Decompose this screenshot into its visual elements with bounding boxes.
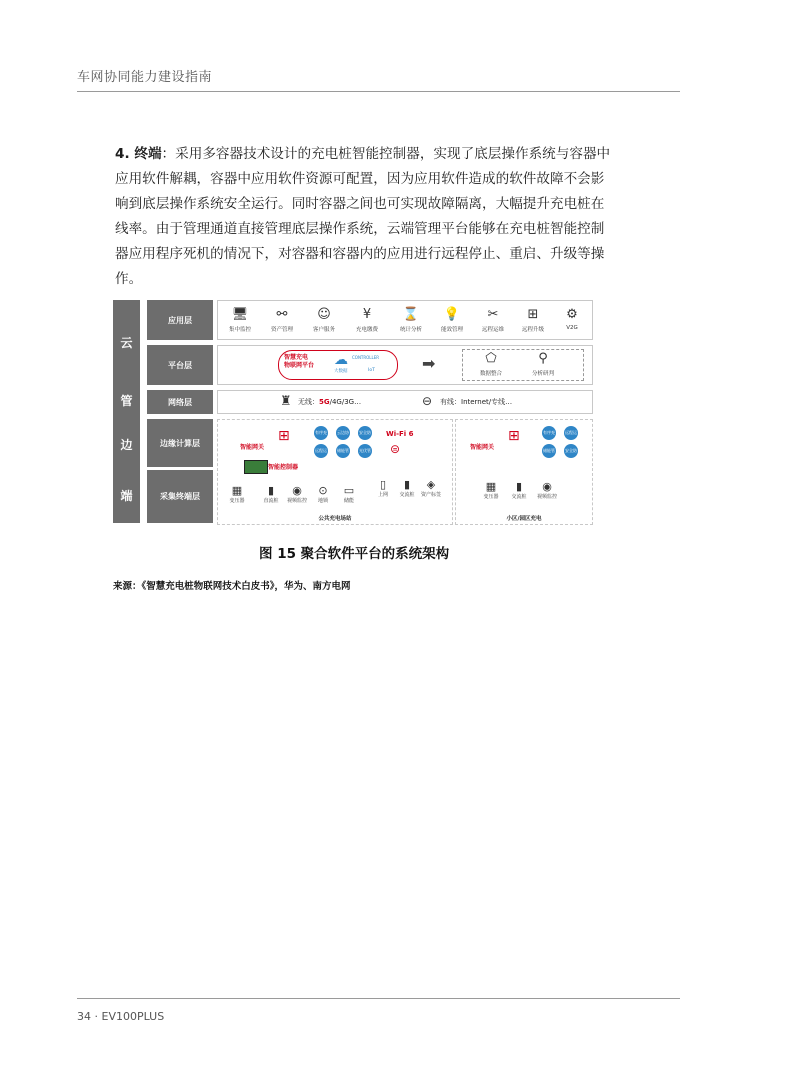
analysis-item xyxy=(521,351,565,377)
app-item-label: 统计分析 xyxy=(399,327,422,333)
arrow-icon: ➡ xyxy=(422,354,436,373)
analysis-label: 分析研判 xyxy=(531,371,554,377)
ac-pile-icon: ▮ xyxy=(403,478,411,491)
app-item xyxy=(389,307,433,333)
wifi-router-icon: ⊜ xyxy=(390,442,401,456)
module-badge: 云边协 xyxy=(336,426,350,440)
wireless-text xyxy=(298,397,361,407)
iot-badge: IoT xyxy=(368,368,375,373)
customer-icon: ☺ xyxy=(317,307,331,322)
app-item xyxy=(430,307,474,333)
device-item xyxy=(222,484,252,504)
gateway-icon: ⊞ xyxy=(278,428,290,444)
controller-badge: CONTROLLER xyxy=(352,355,380,360)
network-layer-panel xyxy=(217,390,593,414)
app-item xyxy=(345,307,389,333)
wireless-rest: /4G/3G… xyxy=(329,398,362,406)
controller-label: 智能控制器 xyxy=(268,464,299,471)
wireless-5g: 5G xyxy=(319,398,330,406)
footer-brand: EV100PLUS xyxy=(101,1010,165,1023)
app-item xyxy=(302,307,346,333)
module-badge: 有序充 xyxy=(314,426,328,440)
layer-label-collect: 采集终端层 xyxy=(147,470,213,523)
app-item xyxy=(471,307,515,333)
dc-pile-icon: ▮ xyxy=(267,484,275,497)
figure-caption: 图 15 聚合软件平台的系统架构 xyxy=(259,546,450,562)
body-paragraph xyxy=(115,142,615,292)
asset-icon: ⚯ xyxy=(276,307,288,322)
device-label: 地锁 xyxy=(317,498,328,504)
footer-separator: · xyxy=(94,1010,98,1023)
app-item-label: 远程升级 xyxy=(521,327,544,333)
device-label: 上网 xyxy=(377,492,388,498)
tower-icon: ♜ xyxy=(280,394,292,409)
paragraph-text: ：采用多容器技术设计的充电桩智能控制器，实现了底层操作系统与容器中应用软件解耦，容器中应用软件资源可配置，因为应用软件造成的软件故障不会影响到底层操作系统安全运行。同时容器之间也可实现故障隔离，大幅提升充电桩在线率。由于管理通道直接管理底层操作系统，云端管理平台能够在充电桩智能控制器应用程序死机的情况下，对容器和容器内的应用进行远程停止、重启、升级等操作。 xyxy=(115,146,611,287)
battery-icon: ▭ xyxy=(343,484,355,497)
yen-icon: ¥ xyxy=(362,307,372,322)
page-number: 34 xyxy=(77,1010,91,1023)
cloud-title: 智慧充电 物联网平台 xyxy=(284,354,315,369)
architecture-figure xyxy=(113,300,593,523)
module-badge: 储能管理 xyxy=(542,444,556,458)
router-icon: ⊖ xyxy=(422,394,433,408)
platform-layer-panel xyxy=(217,345,593,385)
side-label-end: 端 xyxy=(120,489,133,503)
zone-label-residential: 小区/园区充电 xyxy=(506,516,542,522)
residential-zone xyxy=(455,419,593,525)
layer-label-network: 网络层 xyxy=(147,390,213,414)
bigdata-badge: 大数据 xyxy=(334,369,348,374)
device-label: 储能 xyxy=(343,498,354,504)
app-item xyxy=(260,307,304,333)
data-integration-label: 数据整合 xyxy=(479,371,502,377)
device-label: 视频监控 xyxy=(286,498,307,504)
app-item-label: 远程运维 xyxy=(481,327,504,333)
v2g-icon: ⚙ xyxy=(566,307,578,322)
pentagon-icon: ⬠ xyxy=(485,351,497,366)
layer-label-platform: 平台层 xyxy=(147,345,213,385)
module-badge: 远程运 xyxy=(564,426,578,440)
page-footer xyxy=(77,1010,164,1023)
side-bar xyxy=(113,300,140,523)
layer-label-edge: 边缘计算层 xyxy=(147,419,213,467)
running-header: 车网协同能力建设指南 xyxy=(77,70,213,85)
gateway-label: 智能网关 xyxy=(240,444,265,451)
wired-text: 有线：Internet/专线… xyxy=(440,398,513,406)
lock-icon: ⊙ xyxy=(318,484,328,497)
module-badge: 远程运维 xyxy=(314,444,328,458)
zone-label-public: 公共充电场站 xyxy=(318,516,352,522)
cloud-icon: ☁ xyxy=(334,352,348,368)
wireless-label: 无线： xyxy=(298,398,319,406)
side-label-pipe: 管 xyxy=(120,394,133,408)
device-label: 直流桩 xyxy=(263,498,279,504)
device-label: 交流桩 xyxy=(511,494,527,500)
module-badge: 光伏管理 xyxy=(358,444,372,458)
gateway2-icon: ⊞ xyxy=(508,428,520,444)
app-item-label: 客户服务 xyxy=(312,327,335,333)
phone-icon: ▯ xyxy=(379,478,387,491)
side-label-cloud: 云 xyxy=(120,336,133,350)
device-item xyxy=(476,480,506,500)
transformer-icon: ▦ xyxy=(485,480,497,493)
module-badge: 储能管理 xyxy=(336,444,350,458)
device-label: 变压器 xyxy=(229,498,245,504)
module-badge: 安全防护 xyxy=(564,444,578,458)
app-item-label: 充电缴费 xyxy=(355,327,378,333)
app-item-label: V2G xyxy=(566,325,578,331)
magnifier-icon: ⚲ xyxy=(538,351,548,366)
app-item-label: 能效管理 xyxy=(440,327,463,333)
controller-board-icon xyxy=(244,460,268,474)
device-item xyxy=(334,484,364,504)
camera-icon: ◉ xyxy=(542,480,552,493)
device-item xyxy=(532,480,562,500)
device-item xyxy=(416,478,446,498)
device-label: 资产标签 xyxy=(420,492,441,498)
tools-icon: ✂ xyxy=(487,307,499,322)
app-item-label: 集中监控 xyxy=(228,327,251,333)
layer-label-app: 应用层 xyxy=(147,300,213,340)
device-label: 变压器 xyxy=(483,494,499,500)
analysis-box xyxy=(462,349,584,381)
paragraph-lead: 4. 终端 xyxy=(115,146,162,162)
hourglass-icon: ⌛ xyxy=(402,307,420,322)
device-item xyxy=(504,480,534,500)
app-item xyxy=(218,307,262,333)
device-label: 交流桩 xyxy=(399,492,415,498)
header-rule xyxy=(77,91,680,92)
data-integration-item xyxy=(469,351,513,377)
app-layer-panel xyxy=(217,300,593,340)
app-item xyxy=(511,307,555,333)
bulb-icon: 💡 xyxy=(443,307,461,322)
gateway2-label: 智能网关 xyxy=(470,444,495,451)
figure-source: 来源：《智慧充电桩物联网技术白皮书》，华为、南方电网 xyxy=(113,581,351,592)
monitor-icon: 🖥 xyxy=(231,307,249,322)
side-label-edge: 边 xyxy=(120,438,133,452)
device-label: 视频监控 xyxy=(536,494,557,500)
ac-pile-icon: ▮ xyxy=(515,480,523,493)
wifi-label: Wi-Fi 6 xyxy=(386,430,414,438)
module-badge: 安全防 xyxy=(358,426,372,440)
tag-icon: ◈ xyxy=(426,478,436,491)
app-item-label: 资产管理 xyxy=(270,327,293,333)
grid-icon: ⊞ xyxy=(527,307,539,322)
camera-icon: ◉ xyxy=(292,484,302,497)
transformer-icon: ▦ xyxy=(231,484,243,497)
footer-rule xyxy=(77,998,680,999)
app-item xyxy=(550,307,594,331)
module-badge: 有序充 xyxy=(542,426,556,440)
public-station-zone xyxy=(217,419,453,525)
